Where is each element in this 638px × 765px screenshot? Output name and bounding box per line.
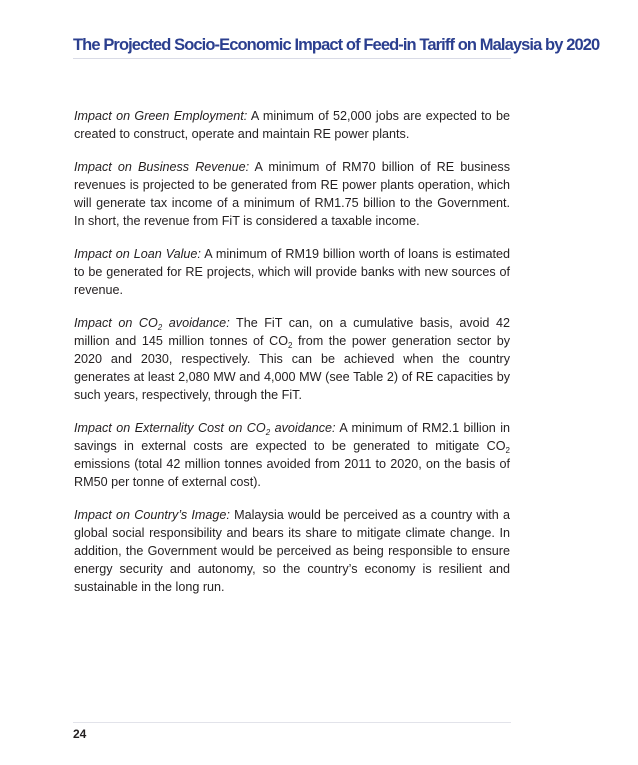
header-divider (73, 58, 511, 59)
paragraph-green-employment (74, 107, 510, 143)
lead-text: Impact on Externality Cost on CO (74, 421, 266, 435)
paragraph-lead: Impact on Country’s Image: (74, 508, 230, 522)
paragraph-lead: Impact on Loan Value: (74, 247, 201, 261)
paragraph-text: A minimum of RM70 billion of RE business revenues is projected to be generated from RE power plants operation, which will generate tax income of a minimum of RM1.75 billion to the Government. In short, the revenue from FiT is considered a taxable income. (74, 160, 510, 228)
paragraph-text: A minimum of RM19 billion worth of loans is estimated to be generated for RE projects, which will provide banks with new sources of revenue. (74, 247, 510, 297)
paragraph-co2-avoidance (74, 314, 510, 404)
paragraph-business-revenue (74, 158, 510, 230)
paragraph-lead (74, 421, 336, 435)
document-body (74, 107, 510, 611)
lead-text-end: avoidance: (270, 421, 336, 435)
paragraph-text: Malaysia would be perceived as a country with a global social responsibility and bears its share to mitigate climate change. In addition, the Government would be perceived as being responsible to ensure energy security and autonomy, so the country’s economy is resilient and sustainable in the long run. (74, 508, 510, 594)
paragraph-text-end: emissions (total 42 million tonnes avoided from 2011 to 2020, on the basis of RM50 per tonne of external cost). (74, 457, 510, 489)
paragraph-country-image (74, 506, 510, 596)
lead-text-end: avoidance: (162, 316, 230, 330)
page-number: 24 (73, 727, 87, 741)
page-header-title: The Projected Socio-Economic Impact of Feed-in Tariff on Malaysia by 2020 (73, 36, 600, 54)
footer-divider (73, 722, 511, 723)
subscript: 2 (157, 323, 163, 332)
paragraph-text: A minimum of 52,000 jobs are expected to be created to construct, operate and maintain RE power plants. (74, 109, 510, 141)
paragraph-loan-value (74, 245, 510, 299)
paragraph-text: A minimum of RM2.1 billion in savings in external costs are expected to be generated to mitigate CO (74, 421, 511, 453)
lead-text: Impact on CO (74, 316, 158, 330)
subscript: 2 (505, 446, 510, 455)
paragraph-text-end: from the power generation sector by 2020 and 2030, respectively. This can be achieved when the country generates at least 2,080 MW and 4,000 MW (see Table 2) of RE capacities by such years, respectively, through the FiT. (74, 334, 511, 402)
subscript: 2 (288, 341, 293, 350)
paragraph-text: The FiT can, on a cumulative basis, avoid 42 million and 145 million tonnes of CO (74, 316, 510, 348)
paragraph-externality-cost (74, 419, 510, 491)
paragraph-lead (74, 316, 230, 330)
subscript: 2 (265, 428, 271, 437)
paragraph-lead: Impact on Green Employment: (74, 109, 248, 123)
paragraph-lead: Impact on Business Revenue: (74, 160, 250, 174)
